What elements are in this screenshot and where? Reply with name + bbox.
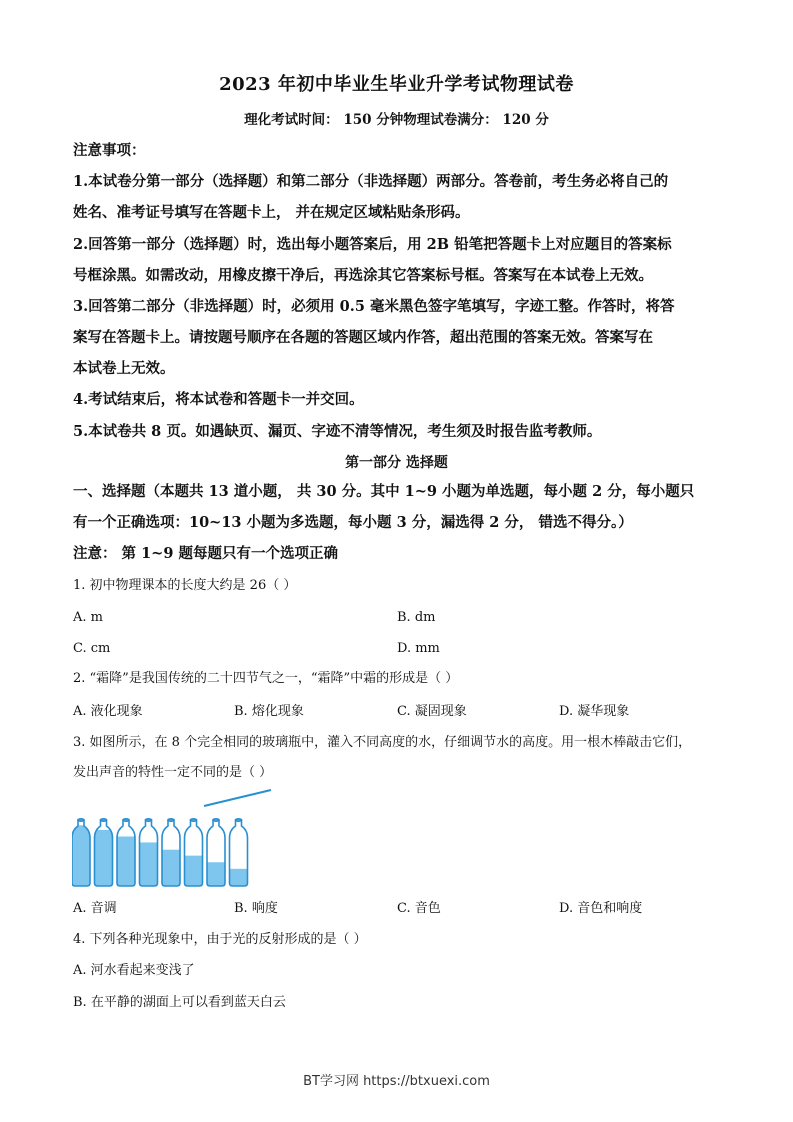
notice-line: 4.考试结束后，将本试卷和答题卡一并交回。 xyxy=(73,391,364,408)
notice-line: 3.回答第二部分（非选择题）时，必须用 0.5 毫米黑色签字笔填写，字迹工整。作答时，将答 xyxy=(73,298,675,315)
option-d: D. 凝华现象 xyxy=(559,704,630,719)
water-fill xyxy=(161,850,181,888)
notice-heading: 注意事项： xyxy=(73,142,146,159)
water-fill xyxy=(184,856,204,888)
option-b: B. 在平静的湖面上可以看到蓝天白云 xyxy=(73,995,286,1010)
option-c: C. cm xyxy=(73,641,111,656)
question-stem: 2. “霜降”是我国传统的二十四节气之一，“霜降”中霜的形成是（ ） xyxy=(73,671,459,686)
option-b: B. 熔化现象 xyxy=(234,704,304,719)
notice-line: 2.回答第一部分（选择题）时，选出每小题答案后，用 2B 铅笔把答题卡上对应题目的答案标 xyxy=(73,236,672,253)
option-a: A. 音调 xyxy=(73,901,117,916)
question-stem: 3. 如图所示，在 8 个完全相同的玻璃瓶中，灌入不同高度的水，仔细调节水的高度。用一根木棒敲击它们， xyxy=(73,735,692,750)
notice-line: 1.本试卷分第一部分（选择题）和第二部分（非选择题）两部分。答卷前，考生务必将自己的 xyxy=(73,173,669,190)
glass-bottles-figure xyxy=(72,786,282,890)
water-fill xyxy=(94,830,114,888)
option-b: B. dm xyxy=(397,610,436,625)
question-stem: 4. 下列各种光现象中，由于光的反射形成的是（ ） xyxy=(73,932,367,947)
option-a: A. 液化现象 xyxy=(73,704,143,719)
section-heading: 第一部分 选择题 xyxy=(345,455,448,471)
page-title: 2023 年初中毕业生毕业升学考试物理试卷 xyxy=(219,74,574,95)
website-footer[interactable]: BT学习网 https://btxuexi.com xyxy=(303,1074,490,1089)
water-fill xyxy=(116,837,136,889)
notice-line: 5.本试卷共 8 页。如遇缺页、漏页、字迹不清等情况，考生须及时报告监考教师。 xyxy=(73,423,602,440)
water-fill xyxy=(72,825,91,888)
option-c: C. 凝固现象 xyxy=(397,704,467,719)
notice-line: 号框涂黑。如需改动，用橡皮擦干净后，再选涂其它答案标号框。答案写在本试卷上无效。 xyxy=(73,267,653,284)
option-c: C. 音色 xyxy=(397,901,441,916)
question-stem: 1. 初中物理课本的长度大约是 26（ ） xyxy=(73,578,297,593)
question-stem: 发出声音的特性一定不同的是（ ） xyxy=(73,765,273,780)
exam-info: 理化考试时间： 150 分钟物理试卷满分： 120 分 xyxy=(244,112,549,128)
notice-line: 姓名、准考证号填写在答题卡上， 并在规定区域粘贴条形码。 xyxy=(73,204,470,221)
option-d: D. 音色和响度 xyxy=(559,901,643,916)
instruction-line: 有一个正确选项：10~13 小题为多选题，每小题 3 分，漏选得 2 分， 错选不得分。） xyxy=(73,514,633,531)
wooden-stick xyxy=(204,790,271,806)
water-fill xyxy=(139,842,159,888)
notice-line: 案写在答题卡上。请按题号顺序在各题的答题区域内作答，超出范围的答案无效。答案写在 xyxy=(73,329,653,346)
water-fill xyxy=(206,862,226,888)
option-d: D. mm xyxy=(397,641,440,656)
notice-line: 本试卷上无效。 xyxy=(73,360,175,377)
option-a: A. m xyxy=(73,610,103,625)
single-choice-note: 注意： 第 1~9 题每题只有一个选项正确 xyxy=(73,545,338,562)
option-a: A. 河水看起来变浅了 xyxy=(73,963,195,978)
instruction-line: 一、选择题（本题共 13 道小题， 共 30 分。其中 1~9 小题为单选题，每小题 2 分，每小题只 xyxy=(73,483,695,500)
option-b: B. 响度 xyxy=(234,901,278,916)
